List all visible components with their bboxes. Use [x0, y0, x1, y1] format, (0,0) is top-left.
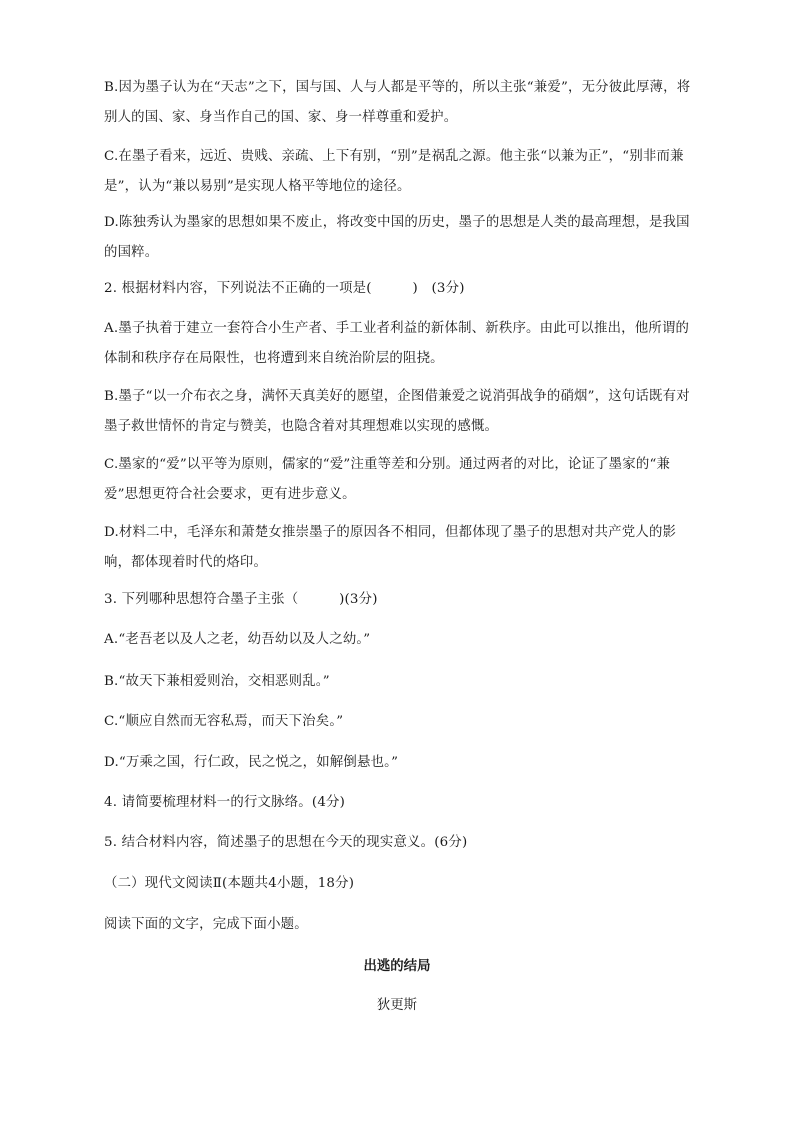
q3-option-b: B.“故天下兼相爱则治，交相恶则乱。” — [104, 674, 330, 689]
q3-stem: 3. 下列哪种思想符合墨子主张（ )(3分) — [104, 592, 378, 607]
q1-option-b: B.因为墨子认为在“天志”之下，国与国、人与人都是平等的，所以主张“兼爱”，无分彼此厚薄，将别人的国、家、身当作自己的国、家、身一样尊重和爱护。 — [104, 80, 691, 125]
article-author: 狄更斯 — [376, 998, 418, 1013]
q2-option-a: A.墨子执着于建立一套符合小生产者、手工业者利益的新体制、新秩序。由此可以推出，他所谓的体制和秩序存在局限性，也将遭到来自统治阶层的阻挠。 — [104, 321, 690, 366]
q2-option-b: B.墨子“以一介布衣之身，满怀天真美好的愿望，企图借兼爱之说消弭战争的硝烟”，这句话既有对墨子救世情怀的肯定与赞美，也隐含着对其理想难以实现的感慨。 — [104, 389, 690, 434]
article-title: 出逃的结局 — [363, 958, 431, 974]
q1-option-c: C.在墨子看来，远近、贵贱、亲疏、上下有别，“别”是祸乱之源。他主张“以兼为正”，“别非而兼是”，认为“兼以易别”是实现人格平等地位的途径。 — [104, 149, 684, 194]
q3-option-a: A.“老吾老以及人之老，幼吾幼以及人之幼。” — [104, 632, 371, 647]
q2-option-d: D.材料二中，毛泽东和萧楚女推崇墨子的原因各不相同，但都体现了墨子的思想对共产党人的影响，都体现着时代的烙印。 — [104, 525, 677, 570]
q2-option-c: C.墨家的“爱”以平等为原则，儒家的“爱”注重等差和分别。通过两者的对比，论证了墨家的“兼爱”思想更符合社会要求，更有进步意义。 — [104, 457, 671, 502]
section-heading: （二）现代文阅读Ⅱ(本题共4小题，18分) — [104, 876, 355, 891]
q3-option-c: C.“顺应自然而无容私焉，而天下治矣。” — [104, 714, 344, 729]
q5-stem: 5. 结合材料内容，简述墨子的思想在今天的现实意义。(6分) — [104, 835, 468, 850]
q1-option-d: D.陈独秀认为墨家的思想如果不废止，将改变中国的历史，墨子的思想是人类的最高理想，是我国的国粹。 — [104, 215, 690, 260]
q4-stem: 4. 请简要梳理材料一的行文脉络。(4分) — [104, 795, 346, 810]
q2-stem: 2. 根据材料内容，下列说法不正确的一项是( ) (3分) — [104, 281, 465, 296]
section-instruction: 阅读下面的文字，完成下面小题。 — [104, 917, 308, 932]
q3-option-d: D.“万乘之国，行仁政，民之悦之，如解倒悬也。” — [104, 755, 399, 770]
